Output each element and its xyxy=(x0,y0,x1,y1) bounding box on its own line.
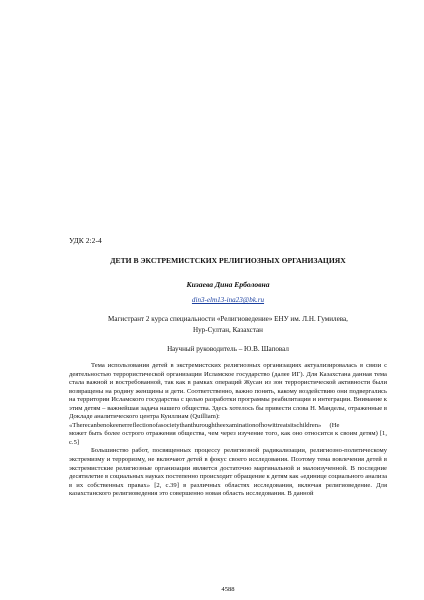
author-affiliation xyxy=(69,314,387,336)
scientific-advisor: Научный руководитель – Ю.В. Шаповал xyxy=(167,345,289,353)
paragraph-2: Большинство работ, посвященных процессу религиозной радикализации, религиозно-политическому экстремизму и терроризму, не включают детей в фокус своего исследования. Поэтому тема вовлечения детей в экстремистские религиозные организации является достаточно маргинальной и малоизученной. В последние десятилетие в социальных науках постепенно происходит обращение к детям как «единице социального анализа в их собственных правах» [2, с.39] в различных областях исследования, включая религиоведение. Для казахстанского религиоведения это совершенно новая область исследования. В данной xyxy=(69,447,387,498)
udc-code: УДК 2:2-4 xyxy=(69,236,102,245)
mandela-quote xyxy=(69,422,387,431)
quote-translation-start: (Не xyxy=(329,421,340,429)
article-title: ДЕТИ В ЭКСТРЕМИСТСКИХ РЕЛИГИОЗНЫХ ОРГАНИЗАЦИЯХ xyxy=(110,256,346,265)
affiliation-line-1: Магистрант 2 курса специальности «Религиоведение» ЕНУ им. Л.Н. Гумилева, xyxy=(108,315,348,323)
paragraph-1: Тема использования детей в экстремистских религиозных организациях актуализировалась в связи с деятельностью террористической организации Исламское государство (далее ИГ). Для Казахстана данная тема стала важной и востребованной, так как в рамках операций Жусан из зон террористической активности были возвращены на родину женщины и дети. Соответственно, важно понять, какому воздействию они подвергались на территории Исламского государства с целью разработки программы реабилитации и интеграции. Внимание к этим детям – важнейшая задача нашего общества. Здесь хотелось бы привести слова Н. Манделы, отраженные в Докладе аналитического центра Куиллиам (Quilliam): xyxy=(69,362,387,421)
author-email-link[interactable]: din3-elm13-ina23@bk.ru xyxy=(191,296,265,304)
article-body xyxy=(69,362,387,499)
quote-english: «Therecanbenokeenerreflectionofasocietythanthuroughtheexaminationofhowittreatsitschildren» xyxy=(69,421,322,429)
page-number: 4588 xyxy=(221,586,235,593)
affiliation-line-2: Нур-Султан, Казахстан xyxy=(193,326,263,334)
author-name: Кизаева Дина Ерболовна xyxy=(186,280,270,289)
quote-translation: может быть более острого отражения общества, чем через изучение того, как оно относится к своим детям) [1, с.5] xyxy=(69,430,387,446)
